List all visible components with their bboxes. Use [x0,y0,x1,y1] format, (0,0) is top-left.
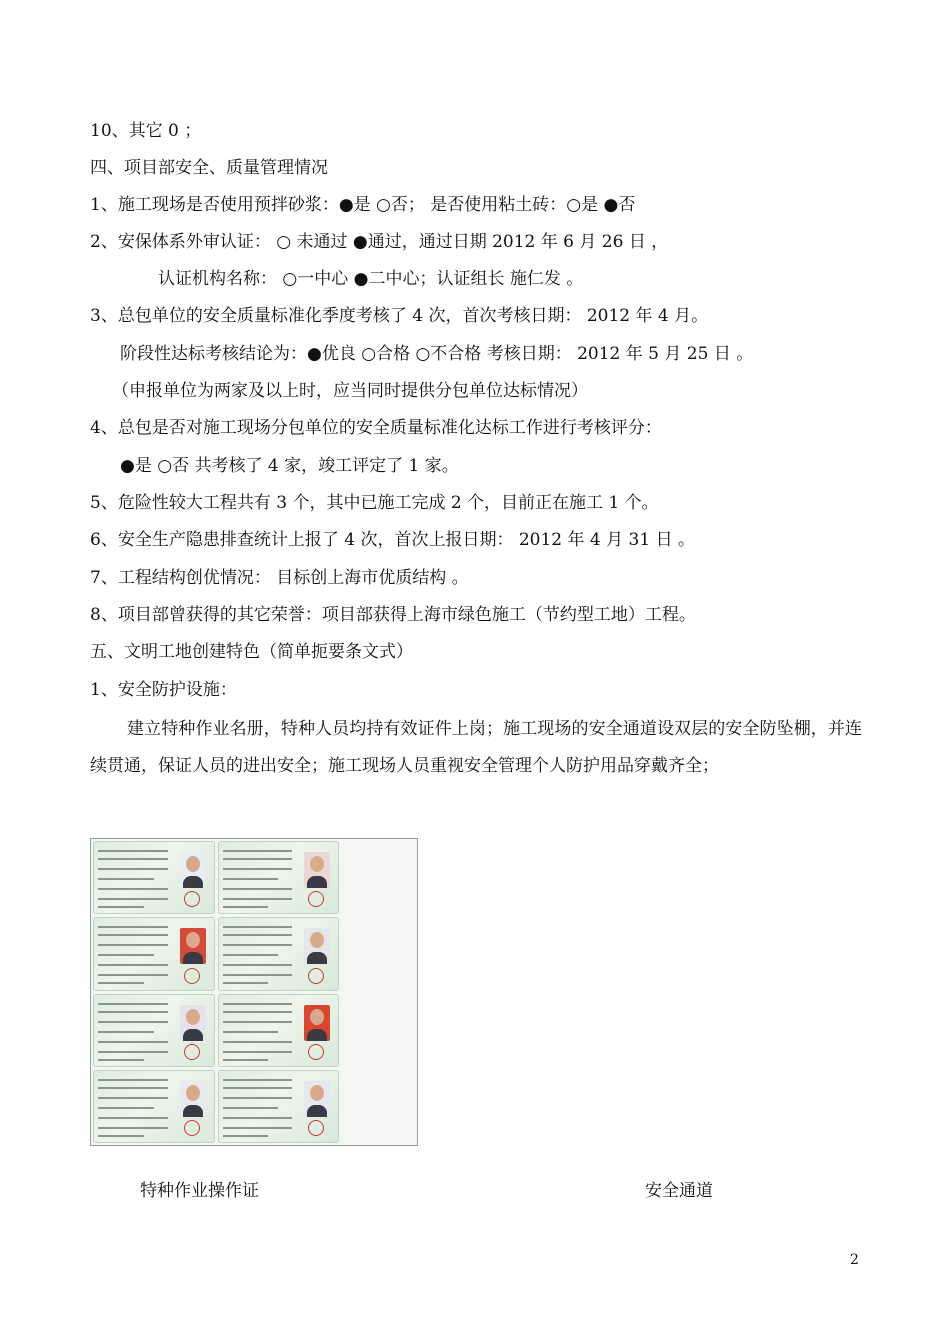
certificate-card [93,917,215,990]
portrait-photo [304,1081,330,1117]
seal-stamp [308,891,324,907]
line-stage-conclusion: 阶段性达标考核结论为：●优良 ○合格 ○不合格 考核日期： 2012 年 5 月 25 日 。 [120,344,754,364]
seal-stamp [184,1044,200,1060]
certificate-card [93,1070,215,1143]
certificate-card-grid [93,841,339,1143]
line-quarterly-assessment: 3、总包单位的安全质量标准化季度考核了 4 次，首次考核日期： 2012 年 4 月。 [90,306,709,326]
portrait-photo [304,852,330,888]
seal-stamp [308,1120,324,1136]
line-honors: 8、项目部曾获得的其它荣誉：项目部获得上海市绿色施工（节约型工地）工程。 [90,605,696,625]
line-safety-facilities: 1、安全防护设施： [90,680,237,700]
seal-stamp [308,968,324,984]
line-other: 10、其它 0 ； [90,121,202,141]
line-assessment-count: ●是 ○否 共考核了 4 家，竣工评定了 1 家。 [120,456,459,476]
line-certification: 2、安保体系外审认证： ○ 未通过 ●通过，通过日期 2012 年 6 月 26 日 ， [90,232,669,252]
portrait-photo [180,852,206,888]
portrait-photo [180,1005,206,1041]
certificate-card [218,1070,340,1143]
page-number: 2 [850,1252,859,1268]
caption-operation-certificate: 特种作业操作证 [140,1181,259,1201]
line-dangerous-works: 5、危险性较大工程共有 3 个，其中已施工完成 2 个，目前正在施工 1 个。 [90,493,659,513]
operation-certificates-photo [90,838,418,1146]
line-subcontractor-assessment: 4、总包是否对施工现场分包单位的安全质量标准化达标工作进行考核评分： [90,418,662,438]
line-subcontractor-note: （申报单位为两家及以上时，应当同时提供分包单位达标情况） [112,381,588,401]
seal-stamp [184,968,200,984]
certificate-card [218,917,340,990]
portrait-photo [304,1005,330,1041]
seal-stamp [184,891,200,907]
certificate-card [218,994,340,1067]
section-heading-civilized-site: 五、文明工地创建特色（简单扼要条文式） [90,642,413,662]
portrait-photo [304,928,330,964]
line-structure-excellence: 7、工程结构创优情况： 目标创上海市优质结构 。 [90,568,469,588]
line-certification-body: 认证机构名称： ○一中心 ●二中心；认证组长 施仁发 。 [158,269,584,289]
portrait-photo [180,928,206,964]
line-hazard-reports: 6、安全生产隐患排查统计上报了 4 次，首次上报日期： 2012 年 4 月 31 日 。 [90,530,695,550]
certificate-card [218,841,340,914]
seal-stamp [184,1120,200,1136]
seal-stamp [308,1044,324,1060]
section-heading-safety-quality: 四、项目部安全、质量管理情况 [90,158,328,178]
safety-facilities-paragraph: 建立特种作业名册，特种人员均持有效证件上岗；施工现场的安全通道设双层的安全防坠棚，并连续贯通，保证人员的进出安全；施工现场人员重视安全管理个人防护用品穿戴齐全； [90,719,862,776]
caption-safety-passage: 安全通道 [645,1181,713,1201]
line-premix-mortar: 1、施工现场是否使用预拌砂浆：●是 ○否； 是否使用粘土砖：○是 ●否 [90,195,636,215]
certificate-card [93,994,215,1067]
portrait-photo [180,1081,206,1117]
certificate-card [93,841,215,914]
